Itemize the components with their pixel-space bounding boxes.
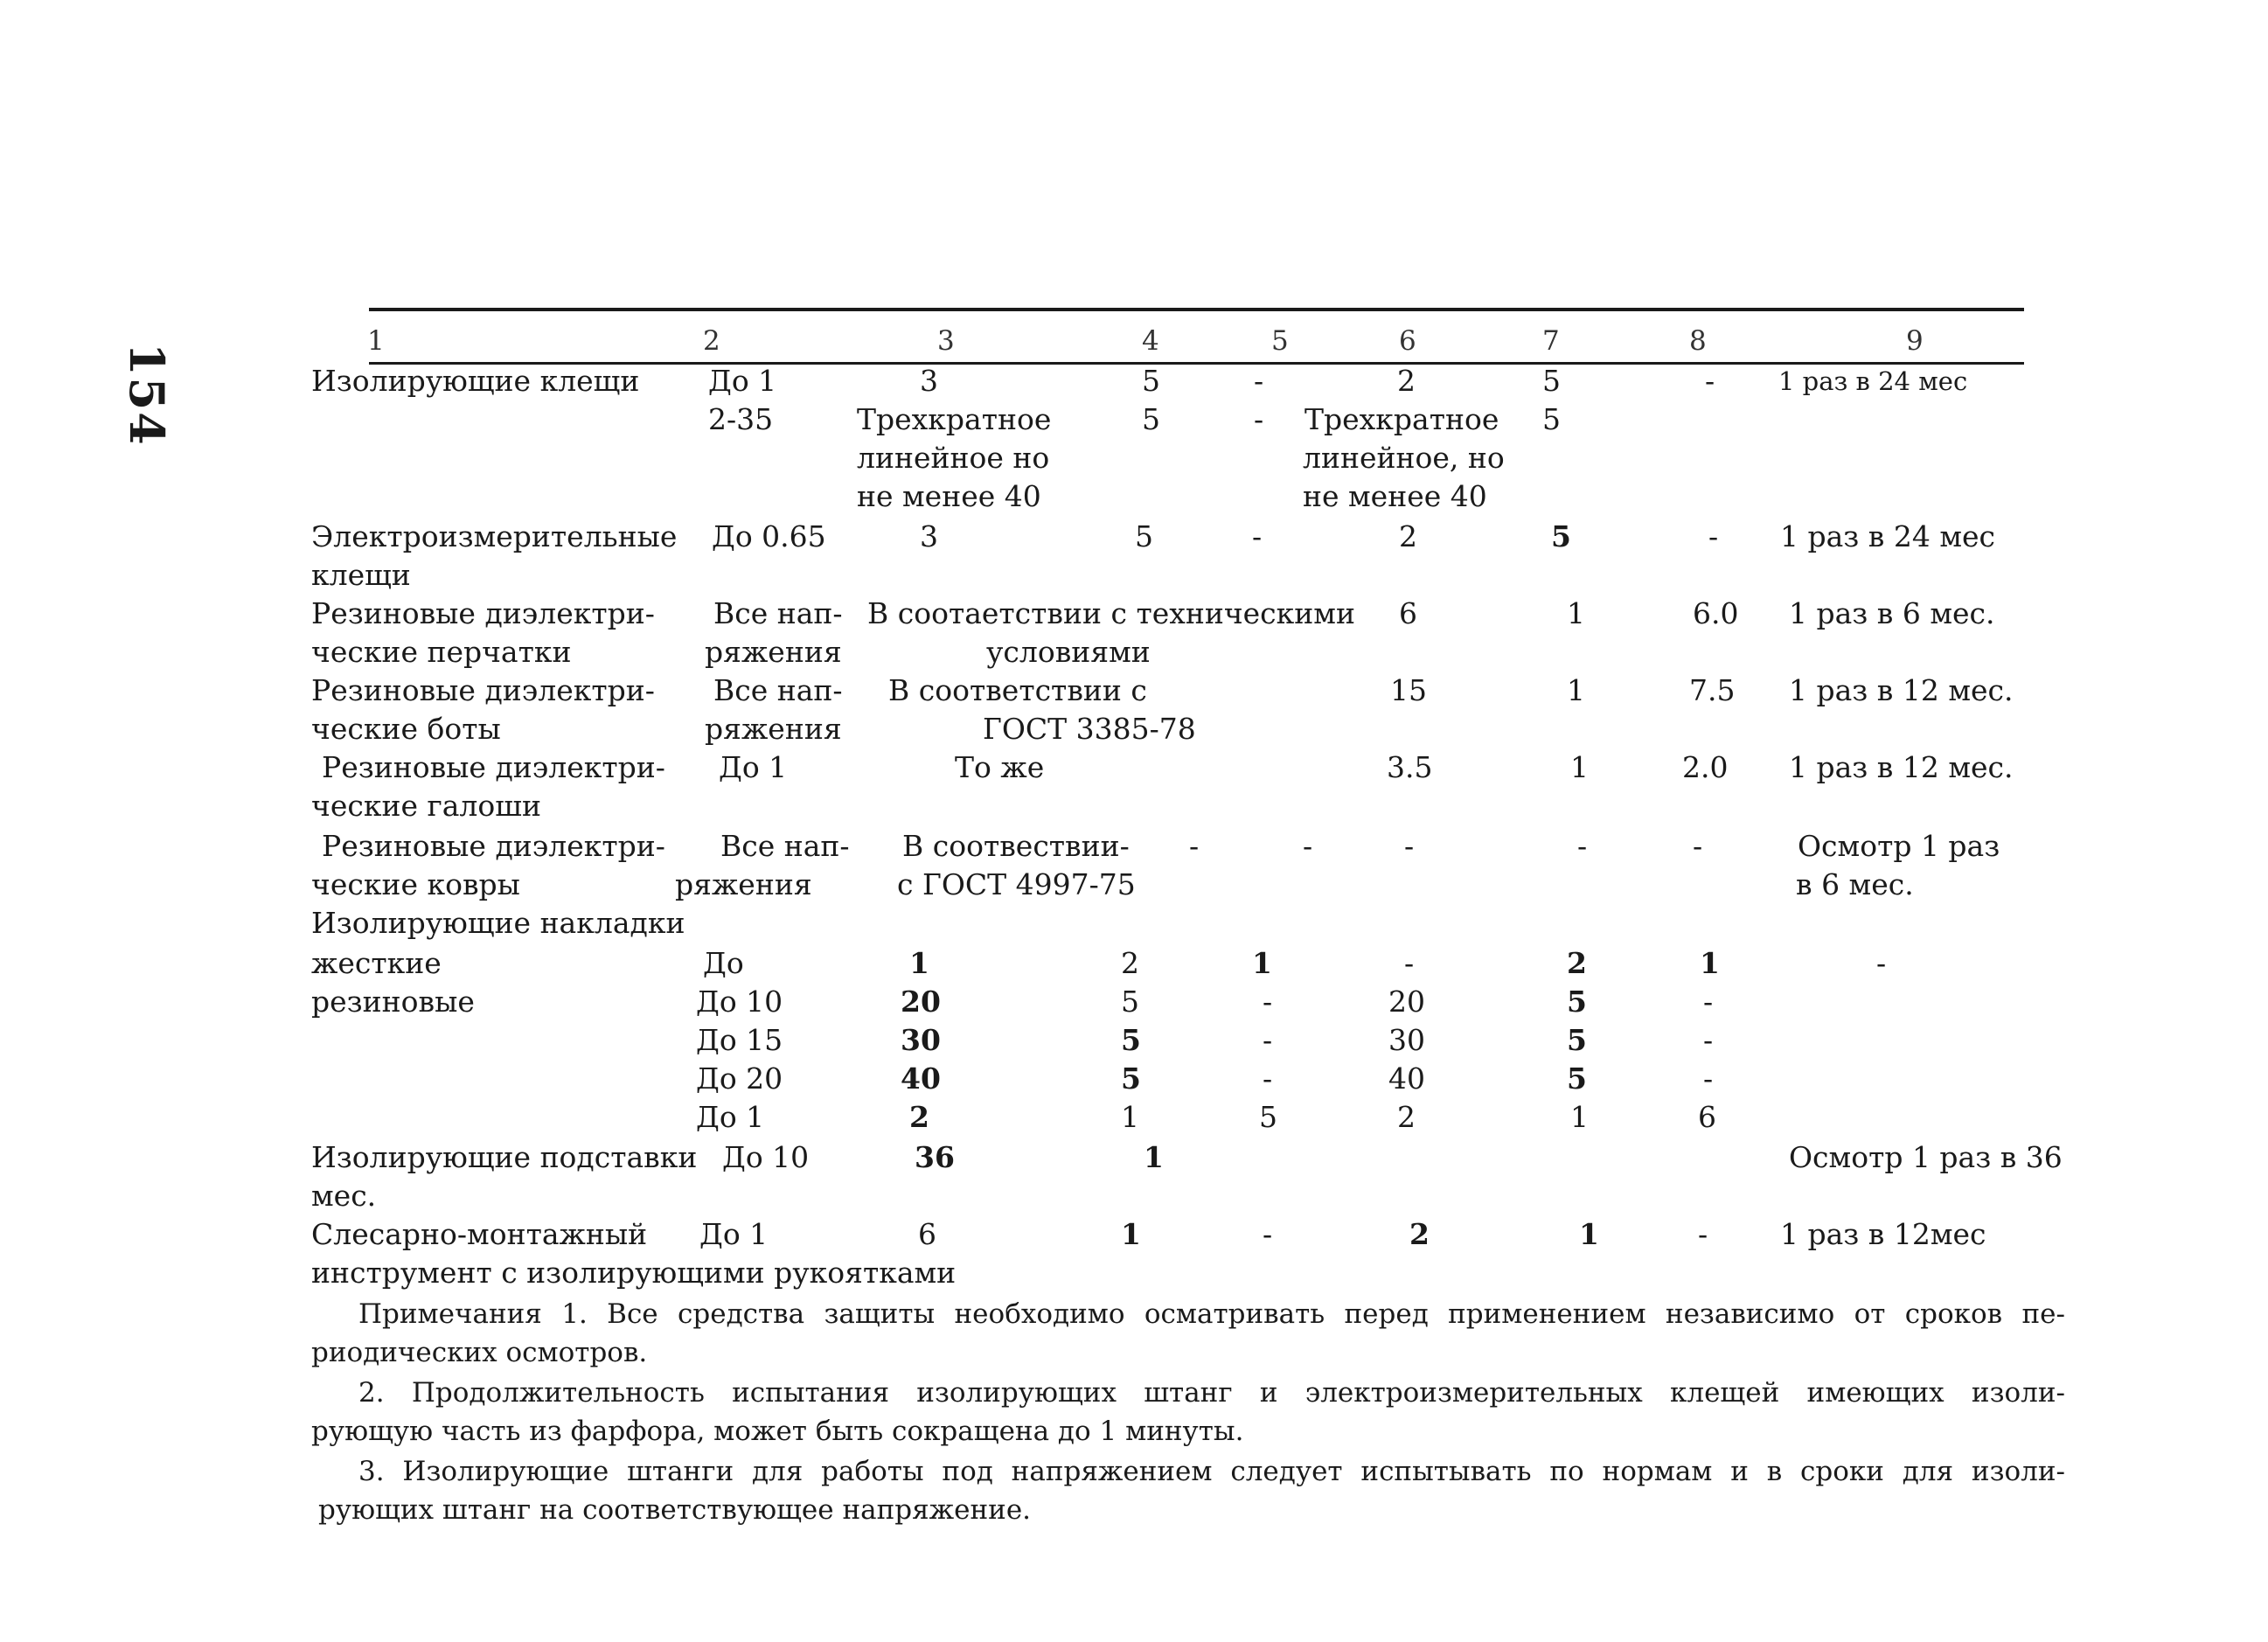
- row-name: Резиновые диэлектри-: [311, 673, 655, 707]
- voltage: До 0.65: [712, 519, 826, 553]
- header-col-5: 5: [1271, 325, 1289, 357]
- header-col-1: 1: [367, 325, 385, 357]
- cell-value: 30: [1388, 1023, 1425, 1057]
- cell-value: 1: [1700, 946, 1720, 980]
- header-col-4: 4: [1142, 325, 1159, 357]
- cell-value: с ГОСТ 4997-75: [897, 867, 1136, 901]
- cell-value: 7.5: [1689, 673, 1736, 707]
- cell-value: 5: [1135, 519, 1153, 553]
- cell-value: 5: [1142, 364, 1160, 398]
- cell-value: 5: [1551, 519, 1571, 553]
- cell-value: -: [1703, 1061, 1714, 1096]
- row-name: мес.: [311, 1179, 377, 1213]
- cell-value: Трехкратное: [857, 402, 1052, 436]
- cell-value: линейное но: [857, 441, 1050, 475]
- cell-value: линейное, но: [1303, 441, 1505, 475]
- voltage: Все нап-: [713, 673, 843, 707]
- cell-value: 1: [1579, 1217, 1599, 1251]
- inspection-period: Осмотр 1 раз в 36: [1789, 1140, 2063, 1174]
- cell-value: 2: [1567, 946, 1587, 980]
- cell-value: -: [1404, 946, 1415, 980]
- table-top-rule: [369, 308, 2024, 311]
- page-number: 154: [119, 343, 175, 447]
- row-name: клещи: [311, 558, 411, 592]
- cell-value: В соотаетствии с техническими: [867, 596, 1355, 630]
- cell-value: -: [1698, 1217, 1708, 1251]
- cell-value: 1: [1121, 1217, 1141, 1251]
- cell-value: 6: [1399, 596, 1417, 630]
- cell-value: -: [1189, 829, 1200, 863]
- header-col-9: 9: [1906, 325, 1924, 357]
- cell-value: -: [1254, 402, 1264, 436]
- cell-value: То же: [955, 750, 1045, 784]
- inspection-period: 1 раз в 12мес: [1780, 1217, 1986, 1251]
- cell-value: -: [1693, 829, 1703, 863]
- voltage: До 1: [699, 1217, 769, 1251]
- cell-value: 40: [1388, 1061, 1425, 1096]
- cell-value: -: [1263, 1217, 1273, 1251]
- cell-value: -: [1876, 946, 1887, 980]
- note-2-line-1: 2. Продолжительность испытания изолирующих штанг и электроизмерительных клещей имеющих изоли-: [358, 1377, 2065, 1409]
- cell-value: 5: [1542, 402, 1561, 436]
- cell-value: 3: [920, 519, 938, 553]
- voltage: ряжения: [705, 635, 842, 669]
- cell-value: 5: [1121, 1023, 1141, 1057]
- cell-value: 5: [1142, 402, 1160, 436]
- header-col-7: 7: [1542, 325, 1560, 357]
- cell-value: 2: [1399, 519, 1417, 553]
- row-name: инструмент с изолирующими рукоятками: [311, 1256, 957, 1290]
- cell-value: 20: [901, 985, 941, 1019]
- row-name: Резиновые диэлектри-: [322, 829, 665, 863]
- row-name: ческие ковры: [311, 867, 520, 901]
- inspection-period: Осмотр 1 раз: [1798, 829, 2000, 863]
- voltage: ряжения: [675, 867, 812, 901]
- cell-value: 6: [1698, 1100, 1716, 1134]
- cell-value: -: [1705, 364, 1715, 398]
- note-1-line-2: риодических осмотров.: [311, 1337, 648, 1368]
- cell-value: 3: [920, 364, 938, 398]
- inspection-period: в 6 мес.: [1796, 867, 1914, 901]
- voltage: Все нап-: [713, 596, 843, 630]
- cell-value: -: [1703, 985, 1714, 1019]
- cell-value: не менее 40: [857, 479, 1041, 513]
- row-subname: резиновые: [311, 985, 475, 1019]
- cell-value: 3.5: [1387, 750, 1433, 784]
- cell-value: -: [1577, 829, 1588, 863]
- cell-value: 1: [1570, 1100, 1589, 1134]
- cell-value: 5: [1567, 1061, 1587, 1096]
- cell-value: -: [1254, 364, 1264, 398]
- voltage: До 1: [719, 750, 788, 784]
- cell-value: 2: [1397, 1100, 1416, 1134]
- header-col-6: 6: [1399, 325, 1416, 357]
- cell-value: 5: [1567, 1023, 1587, 1057]
- cell-value: -: [1263, 985, 1273, 1019]
- cell-value: -: [1303, 829, 1313, 863]
- cell-value: 1: [1121, 1100, 1139, 1134]
- cell-value: -: [1703, 1023, 1714, 1057]
- voltage: До 15: [696, 1023, 783, 1057]
- inspection-period: 1 раз в 12 мес.: [1789, 750, 2014, 784]
- cell-value: 20: [1388, 985, 1425, 1019]
- header-col-8: 8: [1689, 325, 1707, 357]
- cell-value: -: [1252, 519, 1263, 553]
- cell-value: 6.0: [1693, 596, 1739, 630]
- voltage: Все нап-: [720, 829, 850, 863]
- voltage: До: [703, 946, 744, 980]
- voltage: До 10: [696, 985, 783, 1019]
- cell-value: 40: [901, 1061, 941, 1096]
- cell-value: 15: [1390, 673, 1427, 707]
- note-3-line-1: 3. Изолирующие штанги для работы под напряжением следует испытывать по нормам и в сроки для изоли-: [358, 1456, 2065, 1487]
- cell-value: В соответствии с: [888, 673, 1147, 707]
- inspection-period: 1 раз в 24 мес: [1778, 366, 1968, 396]
- cell-value: 30: [901, 1023, 941, 1057]
- cell-value: -: [1404, 829, 1415, 863]
- row-name: Электроизмерительные: [311, 519, 678, 553]
- row-subname: жесткие: [311, 946, 442, 980]
- cell-value: 2: [1121, 946, 1139, 980]
- cell-value: не менее 40: [1303, 479, 1487, 513]
- cell-value: 2: [1409, 1217, 1430, 1251]
- cell-value: 5: [1121, 985, 1139, 1019]
- cell-value: 5: [1259, 1100, 1277, 1134]
- voltage: До 20: [696, 1061, 783, 1096]
- voltage: До 1: [696, 1100, 765, 1134]
- row-name: Изолирующие подставки: [311, 1140, 698, 1174]
- voltage: 2-35: [708, 402, 774, 436]
- inspection-period: 1 раз в 6 мес.: [1789, 596, 1995, 630]
- header-col-3: 3: [937, 325, 955, 357]
- row-name: Слесарно-монтажный: [311, 1217, 648, 1251]
- cell-value: -: [1708, 519, 1719, 553]
- row-name: ческие боты: [311, 712, 501, 746]
- note-3-line-2: рующих штанг на соответствующее напряжение.: [318, 1494, 1032, 1526]
- cell-value: условиями: [986, 635, 1151, 669]
- inspection-period: 1 раз в 24 мес: [1780, 519, 1996, 553]
- note-1-line-1: Примечания 1. Все средства защиты необходимо осматривать перед применением независимо от сроков пе-: [358, 1298, 2065, 1330]
- cell-value: -: [1263, 1023, 1273, 1057]
- cell-value: 1: [909, 946, 929, 980]
- voltage: ряжения: [705, 712, 842, 746]
- row-name: Изолирующие клещи: [311, 364, 640, 398]
- row-name: Резиновые диэлектри-: [322, 750, 665, 784]
- inspection-period: 1 раз в 12 мес.: [1789, 673, 2014, 707]
- cell-value: 5: [1121, 1061, 1141, 1096]
- cell-value: Трехкратное: [1304, 402, 1499, 436]
- note-2-line-2: рующую часть из фарфора, может быть сокращена до 1 минуты.: [311, 1416, 1244, 1447]
- row-name: ческие галоши: [311, 789, 541, 823]
- cell-value: 1: [1567, 596, 1585, 630]
- cell-value: 2.0: [1682, 750, 1729, 784]
- cell-value: 5: [1542, 364, 1561, 398]
- voltage: До 10: [722, 1140, 810, 1174]
- row-name: Резиновые диэлектри-: [311, 596, 655, 630]
- row-name: Изолирующие накладки: [311, 906, 685, 940]
- cell-value: 6: [918, 1217, 936, 1251]
- cell-value: 1: [1144, 1140, 1164, 1174]
- header-col-2: 2: [703, 325, 720, 357]
- cell-value: 2: [909, 1100, 929, 1134]
- cell-value: 1: [1570, 750, 1589, 784]
- cell-value: 1: [1252, 946, 1272, 980]
- cell-value: ГОСТ 3385-78: [983, 712, 1196, 746]
- cell-value: 2: [1397, 364, 1416, 398]
- cell-value: В соотвествии-: [902, 829, 1130, 863]
- cell-value: 36: [915, 1140, 955, 1174]
- row-name: ческие перчатки: [311, 635, 572, 669]
- cell-value: 5: [1567, 985, 1587, 1019]
- cell-value: 1: [1567, 673, 1585, 707]
- voltage: До 1: [708, 364, 777, 398]
- cell-value: -: [1263, 1061, 1273, 1096]
